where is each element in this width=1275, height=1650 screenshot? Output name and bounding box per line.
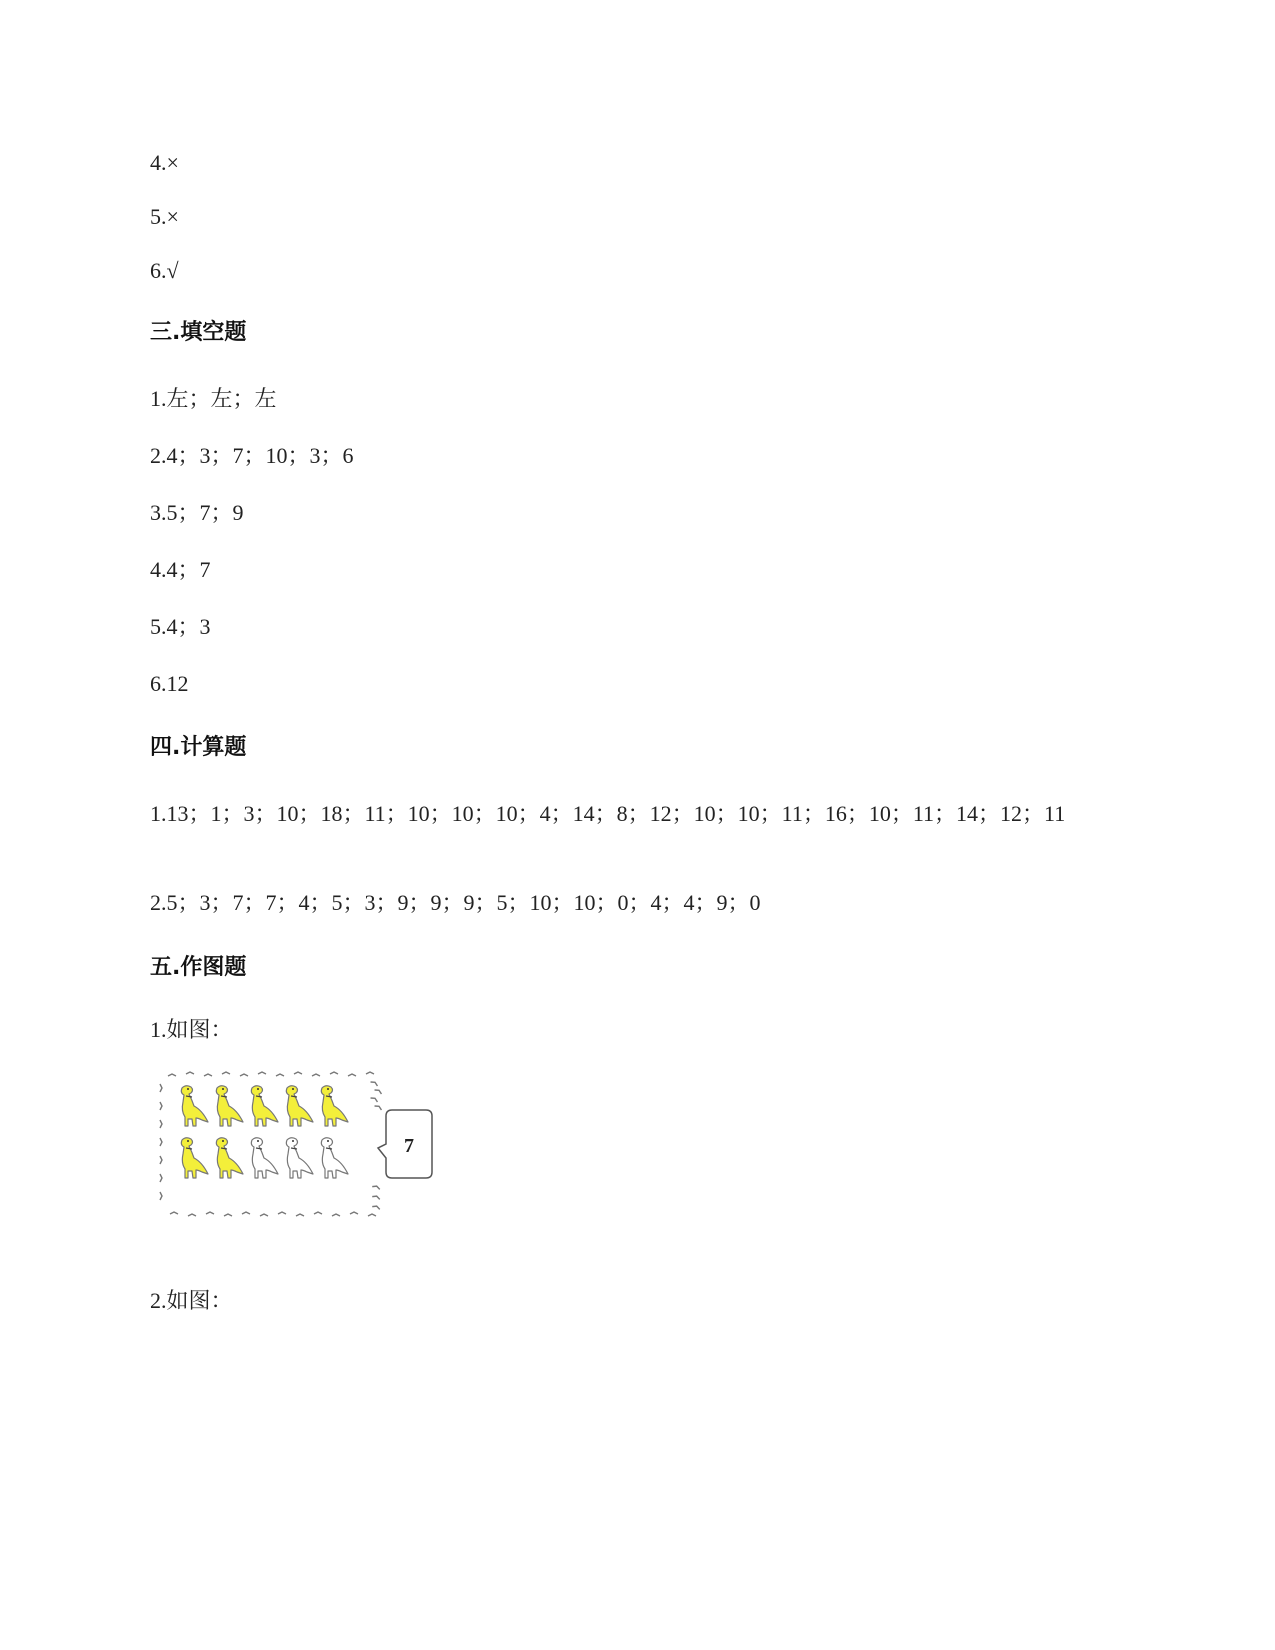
border-mark: [372, 1185, 380, 1190]
border-mark: [366, 1072, 374, 1074]
yellow-dinosaur: [216, 1086, 243, 1126]
judgement-answer-6: 6.√: [150, 258, 179, 283]
border-mark: [160, 1138, 162, 1146]
border-mark: [371, 1080, 379, 1086]
border-mark: [206, 1212, 214, 1214]
border-mark: [278, 1212, 286, 1214]
border-mark: [160, 1174, 162, 1182]
border-mark: [160, 1156, 162, 1164]
dinosaur-body: [181, 1086, 208, 1126]
dinosaur-eye: [222, 1140, 224, 1142]
border-mark: [188, 1214, 196, 1216]
border-mark: [186, 1072, 194, 1074]
dinosaur-body: [286, 1086, 313, 1126]
border-marks: [160, 1072, 382, 1216]
dinosaur-body: [216, 1138, 243, 1178]
fill-blank-answer-4: 4.4；7: [150, 557, 211, 582]
border-mark: [160, 1120, 162, 1128]
dinosaur-eye: [187, 1088, 189, 1090]
dinosaur-eye: [292, 1140, 294, 1142]
border-mark: [375, 1104, 383, 1110]
border-mark: [242, 1212, 250, 1214]
dinosaur-eye: [292, 1088, 294, 1090]
dinosaur-body: [321, 1138, 348, 1178]
calculation-answer-2: 2.5；3；7；7；4；5；3；9；9；9；5；10；10；0；4；4；9；0: [150, 890, 761, 915]
border-mark: [260, 1214, 268, 1216]
border-mark: [371, 1096, 379, 1102]
fill-blank-answer-2: 2.4；3；7；10；3；6: [150, 443, 354, 468]
border-mark: [160, 1084, 162, 1092]
dinosaur-eye: [257, 1140, 259, 1142]
yellow-dinosaur: [181, 1086, 208, 1126]
border-mark: [330, 1072, 338, 1074]
speech-bubble-value: 7: [404, 1135, 414, 1157]
judgement-answer-5: 5.×: [150, 204, 179, 229]
border-mark: [372, 1205, 380, 1210]
dinosaur-eye: [222, 1088, 224, 1090]
fill-blank-answer-6: 6.12: [150, 671, 189, 696]
dinosaur-figure-svg: [150, 1066, 440, 1234]
section-heading-fill-blank: 三.填空题: [150, 320, 247, 345]
uncolored-dinosaur: [251, 1138, 278, 1178]
border-mark: [332, 1214, 340, 1216]
dinosaur-body: [321, 1086, 348, 1126]
dinosaur-body: [216, 1086, 243, 1126]
border-mark: [314, 1212, 322, 1214]
fill-blank-answer-5: 5.4；3: [150, 614, 211, 639]
dinosaur-group: [181, 1086, 348, 1178]
yellow-dinosaur: [321, 1086, 348, 1126]
border-mark: [312, 1074, 320, 1076]
dinosaur-counting-figure: [150, 1066, 440, 1234]
dinosaur-eye: [257, 1088, 259, 1090]
fill-blank-answer-3: 3.5；7；9: [150, 500, 244, 525]
judgement-answer-4: 4.×: [150, 150, 179, 175]
border-mark: [240, 1074, 248, 1076]
yellow-dinosaur: [216, 1138, 243, 1178]
border-mark: [222, 1072, 230, 1074]
border-mark: [170, 1212, 178, 1214]
border-mark: [258, 1072, 266, 1074]
speech-bubble: [378, 1110, 432, 1178]
dinosaur-body: [251, 1086, 278, 1126]
calculation-answer-1: 1.13；1；3；10；18；11；10；10；10；4；14；8；12；10；10；11；16；10；11；14；12；11: [150, 801, 1066, 826]
uncolored-dinosaur: [321, 1138, 348, 1178]
border-mark: [372, 1195, 380, 1200]
drawing-answer-1: 1.如图：: [150, 1017, 233, 1042]
border-mark: [368, 1214, 376, 1216]
section-heading-drawing: 五.作图题: [150, 955, 247, 980]
dinosaur-eye: [327, 1088, 329, 1090]
border-mark: [160, 1192, 162, 1200]
border-mark: [168, 1074, 176, 1076]
border-mark: [276, 1074, 284, 1076]
border-mark: [204, 1074, 212, 1076]
border-mark: [348, 1074, 356, 1076]
fill-blank-answer-1: 1.左；左；左: [150, 386, 277, 411]
yellow-dinosaur: [286, 1086, 313, 1126]
border-mark: [375, 1088, 383, 1094]
yellow-dinosaur: [181, 1138, 208, 1178]
section-heading-calculation: 四.计算题: [150, 735, 247, 760]
border-mark: [294, 1072, 302, 1074]
border-mark: [160, 1102, 162, 1110]
dinosaur-eye: [187, 1140, 189, 1142]
drawing-answer-2: 2.如图：: [150, 1288, 233, 1313]
dinosaur-eye: [327, 1140, 329, 1142]
dinosaur-body: [286, 1138, 313, 1178]
uncolored-dinosaur: [286, 1138, 313, 1178]
border-mark: [350, 1212, 358, 1214]
dinosaur-body: [181, 1138, 208, 1178]
border-mark: [296, 1214, 304, 1216]
dinosaur-body: [251, 1138, 278, 1178]
border-mark: [224, 1214, 232, 1216]
yellow-dinosaur: [251, 1086, 278, 1126]
